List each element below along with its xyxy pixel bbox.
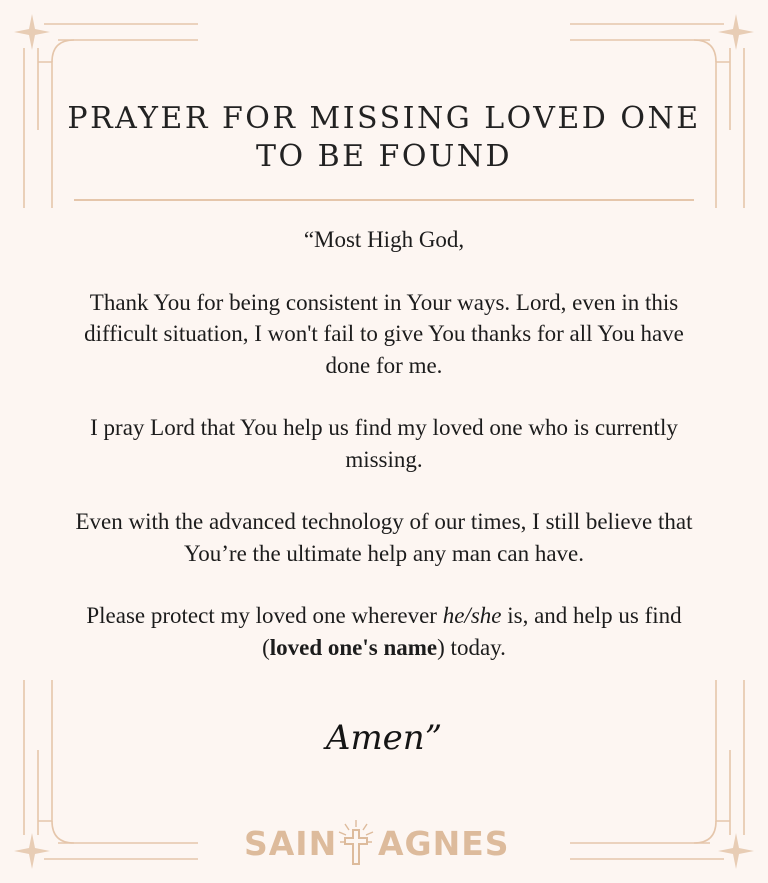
saint-agnes-logo [244, 818, 534, 868]
logo-text-left: SAIN [244, 824, 338, 863]
logo-text-right: AGNES [378, 824, 510, 863]
title-divider [74, 199, 694, 201]
prayer-greeting: “Most High God, [303, 227, 465, 252]
title-line-1: PRAYER FOR MISSING LOVED ONE [67, 101, 701, 136]
p4-text-start: Please protect my loved one wherever [86, 603, 443, 628]
prayer-paragraph-2: I pray Lord that You help us find my loved one who is currently missing. [90, 415, 678, 472]
p4-text-end: ) today. [437, 634, 506, 660]
prayer-paragraph-3: Even with the advanced technology of our times, I still believe that You’re the ultimate help any man can have. [75, 509, 693, 566]
p4-text-mid: is, and help us find ( [262, 603, 682, 660]
title-line-2: TO BE FOUND [255, 139, 513, 174]
amen-closing: Amen” [325, 718, 443, 758]
p4-pronoun: he/she [442, 603, 502, 628]
prayer-text [60, 224, 708, 694]
p4-name-placeholder: loved one's name [269, 634, 438, 660]
cross-sunburst-icon [336, 818, 376, 868]
prayer-paragraph-1: Thank You for being consistent in Your ways. Lord, even in this difficult situation, I won't fail to give You thanks for all You have done for me. [84, 289, 684, 378]
prayer-paragraph-4 [60, 600, 708, 663]
page-title [0, 100, 768, 176]
